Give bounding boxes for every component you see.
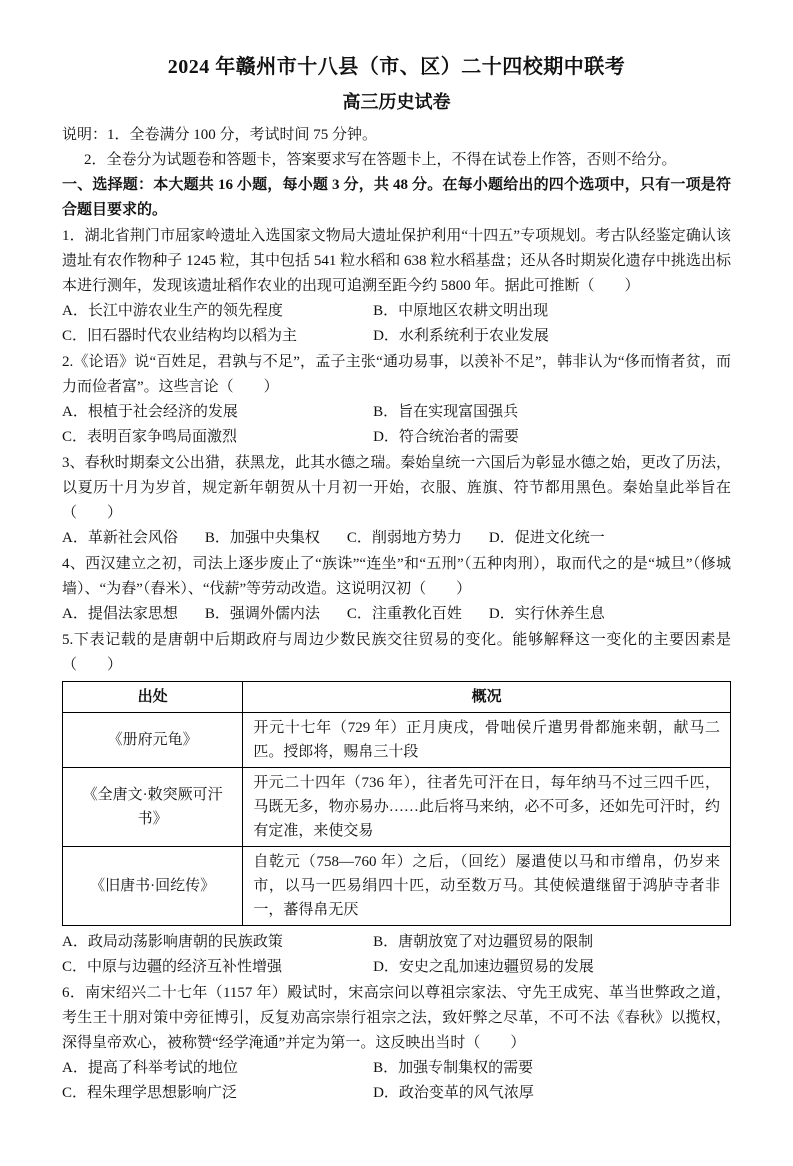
instruction-line-2: 2．全卷分为试题卷和答题卡，答案要求写在答题卡上，不得在试卷上作答，否则不给分。 xyxy=(84,152,677,168)
question-4-stem: 4、西汉建立之初，司法上逐步废止了“族诛”“连坐”和“五刑”（五种肉刑），取而代之的是“城旦”（修城墙）、“为舂”（舂米）、“伐薪”等劳动改造。这说明汉初（ ） xyxy=(62,556,731,597)
trade-records-table xyxy=(62,681,731,926)
question-2-option-d: D．符合统治者的需要 xyxy=(373,429,519,445)
exam-title: 2024 年赣州市十八县（市、区）二十四校期中联考 xyxy=(167,56,626,78)
question-1 xyxy=(62,224,731,349)
question-4 xyxy=(62,552,731,627)
question-4-option-a: A．提倡法家思想 xyxy=(62,606,178,622)
question-6-option-d: D．政治变革的风气浓厚 xyxy=(373,1085,534,1101)
question-3 xyxy=(62,451,731,551)
instruction-line-1: 说明：1．全卷满分 100 分，考试时间 75 分钟。 xyxy=(62,127,378,143)
question-2 xyxy=(62,350,731,450)
exam-subtitle: 高三历史试卷 xyxy=(342,92,451,112)
section-header: 一、选择题：本大题共 16 小题，每小题 3 分，共 48 分。在每小题给出的四个选项中，只有一项是符合题目要求的。 xyxy=(62,177,731,218)
question-1-option-a: A．长江中游农业生产的领先程度 xyxy=(62,303,283,319)
question-2-stem: 2.《论语》说“百姓足，君孰与不足”，孟子主张“通功易事，以羡补不足”，韩非认为“侈而惰者贫，而力而俭者富”。这些言论（ ） xyxy=(62,354,731,395)
question-4-option-c: C．注重教化百姓 xyxy=(346,606,462,622)
question-6-option-b: B．加强专制集权的需要 xyxy=(373,1060,534,1076)
table-cell-source-3: 《旧唐书·回纥传》 xyxy=(63,847,243,926)
table-cell-summary-1: 开元十七年（729 年）正月庚戌，骨咄侯斤遣男骨都施来朝，献马二匹。授郎将，赐帛三十段 xyxy=(243,713,731,768)
question-4-options xyxy=(62,602,731,627)
question-4-option-b: B．强调外儒内法 xyxy=(204,606,320,622)
question-5-option-a: A．政局动荡影响唐朝的民族政策 xyxy=(62,934,283,950)
question-1-option-c: C．旧石器时代农业结构均以稻为主 xyxy=(62,328,298,344)
table-row xyxy=(63,768,731,847)
question-6-option-c: C．程朱理学思想影响广泛 xyxy=(62,1085,238,1101)
table-header-source: 出处 xyxy=(63,682,243,713)
question-5-options xyxy=(62,930,731,980)
question-2-option-a: A．根植于社会经济的发展 xyxy=(62,404,238,420)
question-1-option-b: B．中原地区农耕文明出现 xyxy=(373,303,549,319)
question-5 xyxy=(62,628,731,980)
question-3-option-b: B．加强中央集权 xyxy=(204,530,320,546)
question-1-options xyxy=(62,299,731,349)
table-header-row xyxy=(63,682,731,713)
question-5-option-b: B．唐朝放宽了对边疆贸易的限制 xyxy=(373,934,594,950)
table-cell-summary-2: 开元二十四年（736 年），往者先可汗在日，每年纳马不过三四千匹，马既无多，物亦易办……此后将马来纳，必不可多，还如先可汗时，约有定准，来使交易 xyxy=(243,768,731,847)
question-1-stem: 1．湖北省荆门市屈家岭遗址入选国家文物局大遗址保护利用“十四五”专项规划。考古队经鉴定确认该遗址有农作物种子 1245 粒，其中包括 541 粒水稻和 638 粒水稻基盘；还从各时期炭化遗存中挑选出标本进行测年，发现该遗址稻作农业的出现可追溯至距今约 5800 年。据此可推断（ ） xyxy=(62,228,731,294)
question-3-option-a: A．革新社会风俗 xyxy=(62,530,178,546)
question-3-option-c: C．削弱地方势力 xyxy=(346,530,462,546)
question-6-stem: 6．南宋绍兴二十七年（1157 年）殿试时，宋高宗问以尊祖宗家法、守先王成宪、革当世弊政之道，考生王十朋对策中旁征博引，反复劝高宗崇行祖宗之法，致奸弊之尽革，不可不法《春秋》以揽权，深得皇帝欢心，被称赞“经学淹通”并定为第一。这反映出当时（ ） xyxy=(62,985,731,1051)
question-2-option-c: C．表明百家争鸣局面激烈 xyxy=(62,429,238,445)
question-5-stem: 5.下表记载的是唐朝中后期政府与周边少数民族交往贸易的变化。能够解释这一变化的主要因素是（ ） xyxy=(62,632,731,673)
question-4-option-d: D．实行休养生息 xyxy=(488,606,605,622)
question-1-option-d: D．水利系统利于农业发展 xyxy=(373,328,549,344)
table-cell-source-1: 《册府元龟》 xyxy=(63,713,243,768)
question-6 xyxy=(62,981,731,1106)
question-3-options xyxy=(62,526,731,551)
question-3-stem: 3、春秋时期秦文公出猎，获黑龙，此其水德之瑞。秦始皇统一六国后为彰显水德之始，更改了历法，以夏历十月为岁首，规定新年朝贺从十月初一开始，衣服、旌旗、符节都用黑色。秦始皇此举旨在（ ） xyxy=(62,455,731,521)
table-row xyxy=(63,847,731,926)
table-cell-summary-3: 自乾元（758—760 年）之后，（回纥）屡遣使以马和市缯帛，仍岁来市，以马一匹易绢四十匹，动至数万马。其使候遣继留于鸿胪寺者非一，蕃得帛无厌 xyxy=(243,847,731,926)
question-6-option-a: A．提高了科举考试的地位 xyxy=(62,1060,238,1076)
question-5-option-c: C．中原与边疆的经济互补性增强 xyxy=(62,959,283,975)
table-cell-source-2: 《全唐文·敕突厥可汗书》 xyxy=(63,768,243,847)
question-2-options xyxy=(62,400,731,450)
question-5-option-d: D．安史之乱加速边疆贸易的发展 xyxy=(373,959,594,975)
table-header-summary: 概况 xyxy=(243,682,731,713)
question-2-option-b: B．旨在实现富国强兵 xyxy=(373,404,519,420)
question-6-options xyxy=(62,1056,731,1106)
question-3-option-d: D．促进文化统一 xyxy=(488,530,605,546)
table-row xyxy=(63,713,731,768)
